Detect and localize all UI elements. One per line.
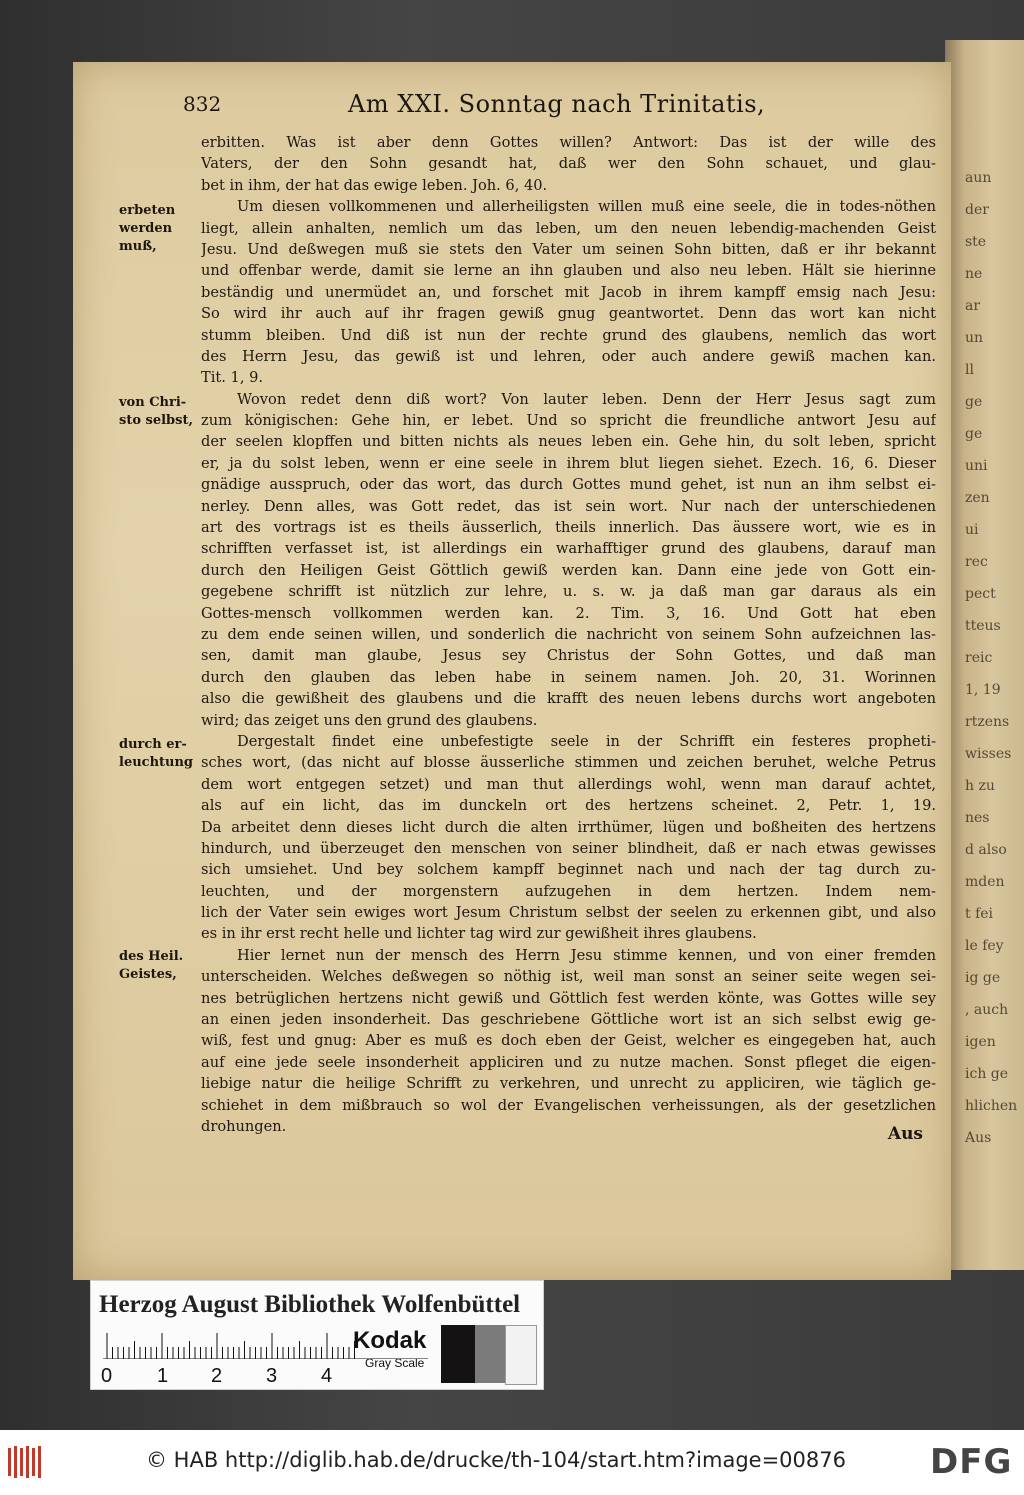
text-line: Tit. 1, 9. [201,369,264,387]
edge-fragment: 1, 19 [965,682,1001,698]
adjacent-page-edge [945,40,1024,1270]
gray-patch-black [441,1325,475,1383]
catchword: Aus [887,1124,923,1144]
scale-number: 1 [157,1365,169,1387]
edge-fragment: nes [965,810,990,826]
text-line: des Herrn Jesu, das gewiß ist und lehren, oder auch andere gewiß machen kan. [201,347,936,365]
marginal-note [119,202,195,256]
edge-fragment: un [965,330,984,346]
text-line: der seelen klopffen und bitten nichts als neues leben ein. Gehe hin, du solt leben, spricht [201,433,936,451]
text-line: liebige natur die heilige Schrifft zu verkehren, und unrecht zu appliciren, wie täglich ge- [201,1075,936,1093]
edge-fragment: h zu [965,778,995,794]
edge-fragment: igen [965,1034,996,1050]
scale-number: 2 [211,1365,223,1387]
edge-fragment: rec [965,554,988,570]
text-line: art des vortrags ist es theils äusserlich, theils innerlich. Das äussere wort, wie es in [201,519,936,537]
text-line: dem wort entgegen setzet) und man thut allerdings wohl, wenn man darauf achtet, [201,775,936,793]
gray-patch-mid [475,1325,505,1383]
edge-fragment: rtzens [965,714,1010,730]
text-line: sich umsiehet. Und bey solchem kampff beginnet nach und nach der tag durch zu- [201,861,936,879]
edge-fragment: ll [965,362,974,378]
text-line: zu dem ende seinen willen, und sonderlich die nachricht von seinem Sohn aufzeichnen las- [201,625,936,643]
text-line: schiehet in dem mißbrauch so wol der Evangelischen verheissungen, als der gesetzlichen [201,1096,936,1114]
running-title: Am XXI. Sonntag nach Trinitatis, [348,90,766,118]
text-line: schrifften verfasset ist, ist allerdings ein warhafftiger grund des glaubens, darauf man [201,540,936,558]
marginal-line: von Chri- [119,395,187,410]
text-line: Hier lernet nun der mensch des Herrn Jesu stimme kennen, und von einer fremden [237,946,936,964]
marginal-line: durch er- [119,737,187,752]
text-line: als auf ein licht, das im dunckeln ort des hertzens scheinet. 2, Petr. 1, 19. [201,797,936,815]
text-line: Dergestalt findet eine unbefestigte seele in der Schrifft ein festeres propheti- [237,732,936,750]
edge-fragment: der [965,202,989,218]
edge-fragment: ge [965,426,983,442]
footer-bar [0,1430,1024,1495]
marginal-line: werden [119,221,173,236]
text-line: wiß, fest und gnug: Aber es muß es doch eben der Geist, welcher es eingegeben hat, auch [201,1032,936,1050]
edge-fragment: le fey [965,938,1004,954]
text-line: und offenbar werde, damit sie lerne an ihn glauben und also neu leben. Hält sie hierinne [201,262,936,280]
text-line: er, ja du solst leben, wenn er eine seele in ihrem blut liegen siehet. Ezech. 16, 6. Dieser [201,454,936,472]
kodak-logo: Kodak [353,1327,427,1354]
text-line: zum königischen: Gehe hin, er lebet. Und so spricht die freundliche antwort Jesu auf [201,412,936,430]
marginal-note [119,394,195,430]
scale-number: 0 [101,1365,113,1387]
text-line: an einen jeden insonderheit. Das geschriebene Göttliche wort ist an sich selbst ewig ge- [201,1011,936,1029]
scale-number: 4 [321,1365,333,1387]
text-line: wird; das zeiget uns den grund des glaubens. [201,711,538,729]
edge-fragment: ste [965,234,987,250]
dfg-logo: DFG [930,1442,1013,1482]
text-line: beständig und unermüdet an, und forschet mit Jacob in ihrem kampff emsig nach Jesu: [201,283,936,301]
edge-fragment: mden [965,874,1005,890]
marginal-note [119,736,195,772]
text-line: stumm bleiben. Und diß ist nun der rechte grund des glaubens, nemlich das wort [201,326,936,344]
marginal-line: erbeten [119,203,176,218]
text-line: Jesu. Und deßwegen muß sie stets den Vater um seinen Sohn bitten, daß er ihr bekannt [201,240,936,258]
marginal-line: Geistes, [119,967,177,982]
text-line: bet in ihm, der hat das ewige leben. Joh. 6, 40. [201,176,548,194]
text-line: durch den Heiligen Geist Göttlich gewiß werden kan. Dann eine jede von Gott ein- [201,561,936,579]
edge-fragment: Aus [965,1130,992,1146]
edge-fragment: d also [965,842,1007,858]
text-line: gegebene schrifft ist nützlich zur lehre, u. s. w. ja daß man gar daraus als ein [201,583,936,601]
edge-fragment: ne [965,266,983,282]
text-line: drohungen. [201,1117,287,1135]
edge-fragment: hlichen [965,1098,1018,1114]
text-line: lich der Vater sein ewiges wort Jesum Christum selbst der seelen zu erkennen gibt, und also [201,904,936,922]
edge-fragment: ui [965,522,979,538]
page-number: 832 [183,92,222,116]
edge-fragment: uni [965,458,988,474]
text-line: nerley. Denn alles, was Gott redet, das ist sein wort. Nur nach der unterschiedenen [201,497,936,515]
text-line: gnädige ausspruch, oder das wort, das durch Gottes mund gehet, ist nun an ihm selbst ei- [201,476,936,494]
edge-fragment: wisses [965,746,1012,762]
edge-fragment: zen [965,490,990,506]
edge-fragment: ich ge [965,1066,1009,1082]
marginal-line: muß, [119,239,157,254]
edge-fragment: aun [965,170,992,186]
gray-scale-label: Gray Scale [365,1356,425,1370]
running-head [183,90,921,118]
text-line: auf eine jede seele insonderheit appliciren und zu nutze machen. Sonst pfleget die eigen- [201,1053,936,1071]
text-line: hindurch, und überzeuget den menschen von seiner blindheit, daß er nach etwas gewisses [201,839,936,857]
scale-number: 3 [266,1365,278,1387]
text-line: erbitten. Was ist aber denn Gottes willen? Antwort: Das ist der wille des [201,134,936,151]
text-line: Vaters, der den Sohn gesandt hat, daß wer den Sohn schauet, und glau- [201,155,936,173]
text-line: liegt, allein anhalten, nemlich um das leben, um den neuen lebendig-machenden Geist [201,219,936,237]
marginal-line: leuchtung [119,755,194,770]
text-line: Da arbeitet denn dieses licht durch die alten irrthümer, lügen und boßheiten des hertzens [201,818,936,836]
body-text [201,132,936,1137]
text-line: Wovon redet denn diß wort? Von lauter leben. Denn der Herr Jesus sagt zum [237,390,936,408]
edge-fragment: tteus [965,618,1001,634]
text-line: sches wort, (das nicht auf blosse äusserliche stimmen und zeichen beruhet, welche Petrus [201,754,936,772]
hab-logo-icon [6,1444,46,1480]
text-line: durch den glauben das leben habe in seinem namen. Joh. 20, 31. Worinnen [201,668,936,686]
book-page [73,62,951,1280]
gray-patch-white [505,1325,537,1385]
edge-fragment: ge [965,394,983,410]
copyright-text: © HAB http://diglib.hab.de/drucke/th-104/start.htm?image=00876 [146,1448,846,1472]
marginal-note [119,948,195,984]
text-line: Gottes-mensch vollkommen werden kan. 2. Tim. 3, 16. Und Gott hat eben [201,604,936,622]
text-line: Um diesen vollkommenen und allerheiligsten willen muß eine seele, die in todes-nöthen [237,198,936,216]
text-line: unterscheiden. Welches deßwegen so nöthig ist, weil man sonst an seiner seite wegen sei- [201,968,936,986]
text-line: leuchten, und der morgenstern aufzugehen in dem hertzen. Indem nem- [201,882,936,900]
edge-fragment: reic [965,650,993,666]
edge-fragment: pect [965,586,996,602]
edge-fragment: ar [965,298,981,314]
edge-fragment: , auch [965,1002,1009,1018]
text-line: es in ihr erst recht helle und lichter tag wird zur gewißheit ihres glaubens. [201,925,757,943]
marginal-line: sto selbst, [119,413,193,428]
edge-fragment: ig ge [965,970,1001,986]
text-line: also die gewißheit des glaubens und die krafft des neuen lebens durchs wort angeboten [201,690,936,708]
edge-fragment: t fei [965,906,994,922]
institution-name: Herzog August Bibliothek Wolfenbüttel [99,1291,521,1318]
marginal-line: des Heil. [119,949,184,964]
text-line: So wird ihr auch auf ihr fragen gewiß gnug geantwortet. Denn das wort kan nicht [201,305,936,323]
text-line: sen, damit man glaube, Jesus sey Christus der Sohn Gottes, und daß man [201,647,936,665]
text-line: nes betrüglichen hertzens nicht gewiß und Göttlich fest werden könte, was Gottes wille sey [201,989,936,1007]
color-target-card [90,1280,544,1390]
